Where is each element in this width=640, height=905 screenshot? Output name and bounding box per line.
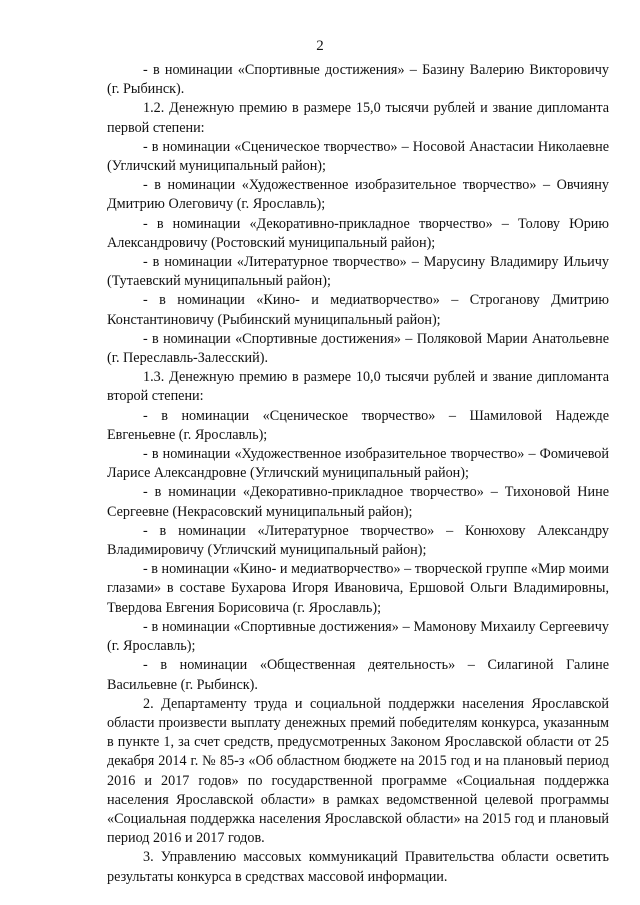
paragraph: 3. Управлению массовых коммуникаций Правительства области осветить результаты конкурса в средствах массовой информации. (107, 849, 609, 885)
paragraph: - в номинации «Художественное изобразительное творчество» – Овчияну Дмитрию Олеговичу (г. Ярославль); (107, 177, 609, 213)
paragraph: - в номинации «Кино- и медиатворчество» – творческой группе «Мир моими глазами» в составе Бухарова Игоря Ивановича, Ершовой Ольги Владимировны, Твердова Евгения Борисовича (г. Ярославль); (107, 561, 609, 616)
paragraph: - в номинации «Сценическое творчество» – Шамиловой Надежде Евгеньевне (г. Ярославль); (107, 407, 609, 443)
document-body (107, 61, 609, 887)
paragraph: - в номинации «Спортивные достижения» – Мамонову Михаилу Сергеевичу (г. Ярославль); (107, 618, 609, 655)
paragraph: - в номинации «Декоративно-прикладное творчество» – Тихоновой Нине Сергеевне (Некрасовский муниципальный район); (107, 484, 609, 520)
paragraph: - в номинации «Декоративно-прикладное творчество» – Толову Юрию Александровичу (Ростовский муниципальный район); (107, 215, 609, 251)
paragraph: 2. Департаменту труда и социальной поддержки населения Ярославской области произвести выплату денежных премий победителям конкурса, указанным в пункте 1, за счет средств, предусмотренных Законом Ярославской области от 25 декабря 2014 г. № 85-з «Об областном бюджете на 2015 год и на плановый период 2016 и 2017 годов» по государственной программе «Социальная поддержка населения Ярославской области» в рамках ведомственной целевой программы «Социальная поддержка населения Ярославской области» на 2015 год и плановый период 2016 и 2017 годов. (107, 695, 609, 847)
paragraph: - в номинации «Литературное творчество» – Марусину Владимиру Ильичу (Тутаевский муниципальный район); (107, 254, 609, 290)
paragraph: 1.3. Денежную премию в размере 10,0 тысячи рублей и звание дипломанта второй степени: (107, 369, 609, 405)
paragraph: 1.2. Денежную премию в размере 15,0 тысячи рублей и звание дипломанта первой степени: (107, 100, 609, 136)
paragraph: - в номинации «Кино- и медиатворчество» – Строганову Дмитрию Константиновичу (Рыбинский муниципальный район); (107, 292, 609, 328)
paragraph: - в номинации «Сценическое творчество» – Носовой Анастасии Николаевне (Угличский муниципальный район); (107, 138, 609, 175)
paragraph: - в номинации «Спортивные достижения» – Поляковой Марии Анатольевне (г. Переславль-Залесский). (107, 330, 609, 367)
page-number: 2 (316, 38, 324, 54)
paragraph: - в номинации «Художественное изобразительное творчество» – Фомичевой Ларисе Александровне (Угличский муниципальный район); (107, 446, 609, 482)
paragraph: - в номинации «Спортивные достижения» – Базину Валерию Викторовичу (г. Рыбинск). (107, 62, 609, 98)
paragraph: - в номинации «Литературное творчество» – Конюхову Александру Владимировичу (Угличский муниципальный район); (107, 522, 609, 559)
paragraph: - в номинации «Общественная деятельность» – Силагиной Галине Васильевне (г. Рыбинск). (107, 657, 609, 693)
